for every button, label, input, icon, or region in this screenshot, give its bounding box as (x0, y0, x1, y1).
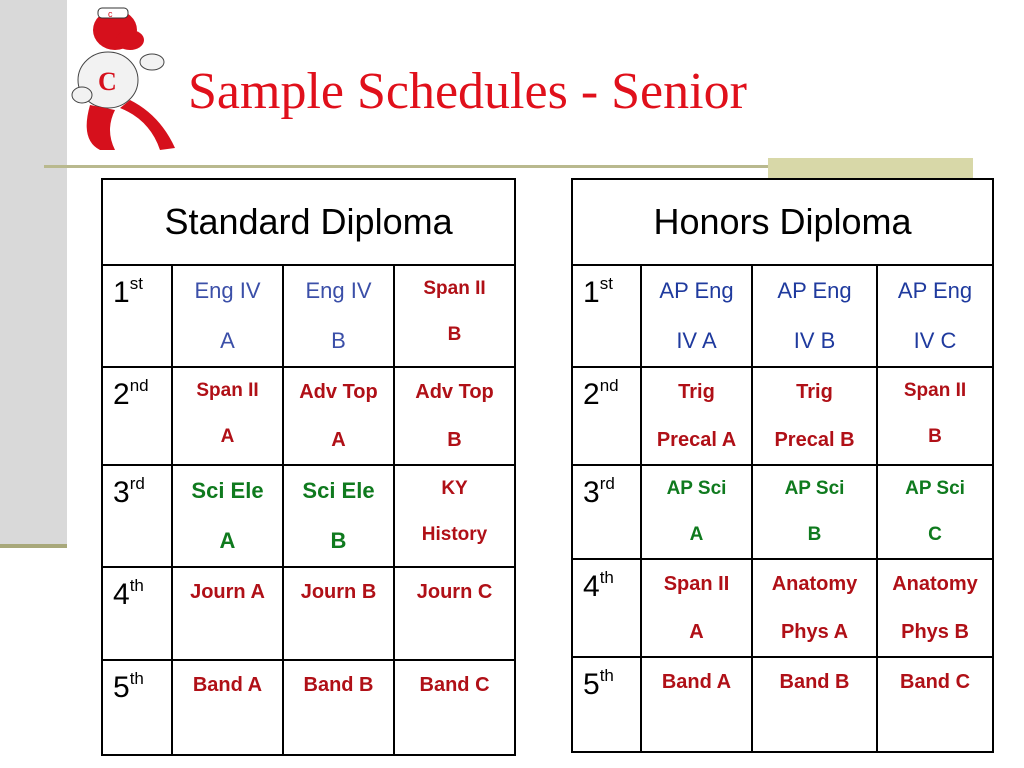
page-title: Sample Schedules - Senior (188, 63, 747, 120)
period-label: 5th (102, 660, 172, 755)
class-cell: AP Eng IV C (877, 265, 993, 367)
class-cell: Span II B (877, 367, 993, 465)
class-cell: Span II A (172, 367, 283, 465)
class-cell: Band C (394, 660, 515, 755)
sidebar-divider (0, 544, 67, 548)
period-label: 1st (572, 265, 641, 367)
class-cell: Eng IV B (283, 265, 394, 367)
period-label: 1st (102, 265, 172, 367)
honors-diploma-table (571, 178, 994, 753)
class-cell: Adv Top B (394, 367, 515, 465)
class-cell: Trig Precal B (752, 367, 877, 465)
class-cell: Band A (641, 657, 752, 752)
class-cell: Band A (172, 660, 283, 755)
class-cell: AP Sci A (641, 465, 752, 559)
mascot-dog-logo (60, 0, 185, 160)
class-cell: Sci Ele B (283, 465, 394, 567)
standard-diploma-header: Standard Diploma (102, 179, 515, 265)
period-label: 4th (102, 567, 172, 660)
class-cell: AP Sci C (877, 465, 993, 559)
class-cell: AP Eng IV B (752, 265, 877, 367)
class-cell: Band C (877, 657, 993, 752)
period-label: 2nd (572, 367, 641, 465)
accent-bar (768, 158, 973, 178)
class-cell: Anatomy Phys A (752, 559, 877, 657)
period-label: 5th (572, 657, 641, 752)
honors-diploma-header: Honors Diploma (572, 179, 993, 265)
class-cell: Anatomy Phys B (877, 559, 993, 657)
class-cell: Band B (752, 657, 877, 752)
class-cell: Band B (283, 660, 394, 755)
class-cell: Adv Top A (283, 367, 394, 465)
svg-text:C: C (98, 67, 117, 96)
svg-text:c: c (108, 9, 113, 19)
class-cell: Eng IV A (172, 265, 283, 367)
period-label: 3rd (572, 465, 641, 559)
standard-diploma-table (101, 178, 516, 756)
class-cell: AP Sci B (752, 465, 877, 559)
period-label: 3rd (102, 465, 172, 567)
class-cell: Sci Ele A (172, 465, 283, 567)
class-cell: Journ A (172, 567, 283, 660)
class-cell: Journ C (394, 567, 515, 660)
class-cell: Span II B (394, 265, 515, 367)
period-label: 2nd (102, 367, 172, 465)
class-cell: Span II A (641, 559, 752, 657)
class-cell: Trig Precal A (641, 367, 752, 465)
left-sidebar-panel (0, 0, 67, 548)
class-cell: AP Eng IV A (641, 265, 752, 367)
class-cell: KY History (394, 465, 515, 567)
class-cell: Journ B (283, 567, 394, 660)
period-label: 4th (572, 559, 641, 657)
